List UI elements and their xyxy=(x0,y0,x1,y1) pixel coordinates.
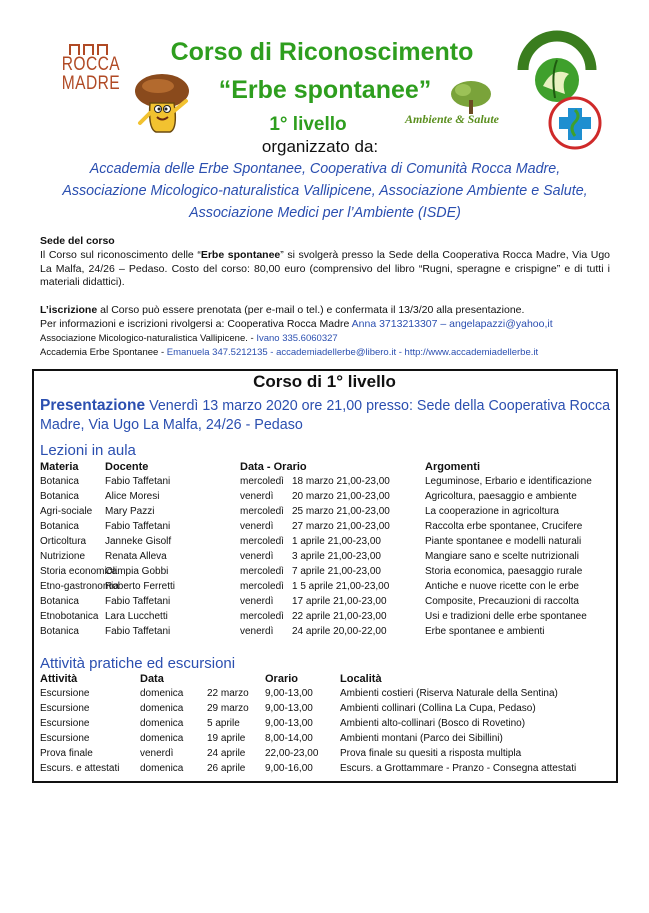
table-cell: Piante spontanee e modelli naturali xyxy=(425,536,582,547)
table-cell: 22 aprile 21,00-23,00 xyxy=(292,611,387,622)
table-cell: 9,00-13,00 xyxy=(265,718,313,729)
sede-heading: Sede del corso xyxy=(40,235,115,247)
table-cell: Escursione xyxy=(40,733,90,744)
table-cell: domenica xyxy=(140,688,184,699)
table-cell: Composite, Precauzioni di raccolta xyxy=(425,596,579,607)
contact-anna[interactable]: Anna 3713213307 – angelapazzi@yahoo,it xyxy=(351,318,553,330)
table-cell: 22,00-23,00 xyxy=(265,748,319,759)
accademia-line: Accademia Erbe Spontanee - Emanuela 347.5212135 - accademiadellerbe@libero.it - http://www.accademiadellerbe.it xyxy=(40,347,539,358)
table-row xyxy=(40,688,610,703)
table-cell: Prova finale su quesiti a risposta multipla xyxy=(340,748,522,759)
table-cell: Ambienti alto-collinari (Bosco di Rovetino) xyxy=(340,718,526,729)
iscrizione-line: L’iscrizione al Corso può essere prenotata (per e-mail o tel.) e confermata il 13/3/20 alla presentazione. xyxy=(40,304,525,316)
table-cell: 5 aprile xyxy=(207,718,240,729)
table-cell: 7 aprile 21,00-23,00 xyxy=(292,566,381,577)
table-cell: venerdì xyxy=(240,551,274,562)
table-cell: Storia economica xyxy=(40,566,118,577)
table-cell: 25 marzo 21,00-23,00 xyxy=(292,506,390,517)
table-cell: Orticoltura xyxy=(40,536,87,547)
logo-text-line2: MADRE xyxy=(61,73,121,94)
table-cell: domenica xyxy=(140,718,184,729)
table-cell: 1 aprile 21,00-23,00 xyxy=(292,536,381,547)
table-cell: Agri-sociale xyxy=(40,506,93,517)
table-cell: Erbe spontanee e ambienti xyxy=(425,626,545,637)
table-cell: venerdì xyxy=(140,748,174,759)
table-cell: Janneke Gisolf xyxy=(105,536,172,547)
table-cell: mercoledì xyxy=(240,581,284,592)
column-header: Data xyxy=(140,673,164,685)
title-line2: “Erbe spontanee” xyxy=(218,76,432,104)
table-cell: mercoledì xyxy=(240,476,284,487)
table-cell: 3 aprile 21,00-23,00 xyxy=(292,551,381,562)
table-cell: Fabio Taffetani xyxy=(105,476,171,487)
isde-logo-icon xyxy=(548,96,602,154)
organizer-line: Associazione Medici per l’Ambiente (ISDE) xyxy=(189,205,461,221)
table-row xyxy=(40,733,610,748)
table-cell: venerdì xyxy=(240,596,274,607)
table-cell: mercoledì xyxy=(240,506,284,517)
table-cell: venerdì xyxy=(240,491,274,502)
title-line3: 1° livello xyxy=(269,114,347,135)
table-row xyxy=(40,626,610,641)
table-cell: Escursione xyxy=(40,688,90,699)
table-cell: 17 aprile 21,00-23,00 xyxy=(292,596,387,607)
table-cell: Ambienti costieri (Riserva Naturale della Sentina) xyxy=(340,688,558,699)
table-cell: Mary Pazzi xyxy=(105,506,155,517)
table-row xyxy=(40,748,610,763)
column-header: Orario xyxy=(265,673,299,685)
table-cell: Escursione xyxy=(40,703,90,714)
sede-paragraph: Il Corso sul riconoscimento delle “Erbe spontanee” si svolgerà presso la Sede della Cooperativa Rocca Madre, Via Ugo La Malfa, 24/26 – Pedaso. Costo del corso: 80,00 euro (comprensivo del libro “Rugni, speragne e crispigne” e di tutti i materiali didattici). xyxy=(40,249,611,288)
table-cell: 9,00-16,00 xyxy=(265,763,313,774)
table-cell: 18 marzo 21,00-23,00 xyxy=(292,476,390,487)
table-cell: 9,00-13,00 xyxy=(265,703,313,714)
organizer-line: Accademia delle Erbe Spontanee, Cooperativa di Comunità Rocca Madre, xyxy=(89,161,561,177)
table-cell: venerdì xyxy=(240,626,274,637)
table-cell: Antiche e nuove ricette con le erbe xyxy=(425,581,579,592)
table-cell: mercoledì xyxy=(240,566,284,577)
table-cell: Usi e tradizioni delle erbe spontanee xyxy=(425,611,587,622)
table-row xyxy=(40,506,610,521)
table-cell: Botanica xyxy=(40,596,79,607)
table-cell: 1 5 aprile 21,00-23,00 xyxy=(292,581,390,592)
ambiente-salute-text: Ambiente & Salute xyxy=(405,112,500,126)
mushroom-mascot-icon xyxy=(132,71,194,135)
table-cell: 20 marzo 21,00-23,00 xyxy=(292,491,390,502)
lessons-heading: Lezioni in aula xyxy=(40,442,136,459)
table-cell: Escurs. e attestati xyxy=(40,763,120,774)
column-header: Località xyxy=(340,673,382,685)
course-title: Corso di 1° livello xyxy=(253,372,396,391)
table-cell: 24 aprile xyxy=(207,748,246,759)
table-row xyxy=(40,536,610,551)
table-cell: Fabio Taffetani xyxy=(105,521,171,532)
table-header xyxy=(40,673,610,688)
table-cell: 27 marzo 21,00-23,00 xyxy=(292,521,390,532)
table-cell: Botanica xyxy=(40,491,79,502)
column-header: Docente xyxy=(105,461,149,473)
presentation: Presentazione Venerdì 13 marzo 2020 ore 21,00 presso: Sede della Cooperativa Rocca Madre, Via Ugo La Malfa, 24/26 - Pedaso xyxy=(40,397,611,433)
table-cell: Storia economica, paesaggio rurale xyxy=(425,566,583,577)
table-row xyxy=(40,703,610,718)
table-cell: 29 marzo xyxy=(207,703,249,714)
table-cell: domenica xyxy=(140,703,184,714)
table-row xyxy=(40,718,610,733)
table-cell: Alice Moresi xyxy=(105,491,160,502)
table-cell: Fabio Taffetani xyxy=(105,596,171,607)
ambiente-salute-logo xyxy=(405,78,503,138)
table-cell: Raccolta erbe spontanee, Crucifere xyxy=(425,521,583,532)
activities-table xyxy=(40,673,610,778)
table-cell: Lara Lucchetti xyxy=(105,611,168,622)
table-cell: Botanica xyxy=(40,626,79,637)
table-cell: 24 aprile 20,00-22,00 xyxy=(292,626,387,637)
table-cell: Botanica xyxy=(40,476,79,487)
activities-heading: Attività pratiche ed escursioni xyxy=(40,655,236,672)
table-row xyxy=(40,521,610,536)
table-cell: Mangiare sano e scelte nutrizionali xyxy=(425,551,579,562)
table-cell: Olimpia Gobbi xyxy=(105,566,169,577)
table-cell: Roberto Ferretti xyxy=(105,581,176,592)
table-cell: Ambienti collinari (Collina La Cupa, Pedaso) xyxy=(340,703,536,714)
table-cell: domenica xyxy=(140,733,184,744)
table-row xyxy=(40,581,610,596)
table-cell: Escursione xyxy=(40,718,90,729)
organized-by: organizzato da: xyxy=(261,137,379,156)
rocca-madre-logo xyxy=(56,44,120,106)
table-cell: Etnobotanica xyxy=(40,611,99,622)
table-cell: Renata Alleva xyxy=(105,551,167,562)
table-row xyxy=(40,611,610,626)
table-cell: 9,00-13,00 xyxy=(265,688,313,699)
info-line: Per informazioni e iscrizioni rivolgersi a: Cooperativa Rocca Madre Anna 3713213307 – angelapazzi@yahoo,it xyxy=(40,318,553,330)
table-cell: Agricoltura, paesaggio e ambiente xyxy=(425,491,577,502)
table-cell: Nutrizione xyxy=(40,551,86,562)
table-cell: venerdì xyxy=(240,521,274,532)
contact-ivano[interactable]: Ivano 335.6060327 xyxy=(256,333,338,344)
logo-text-line1: ROCCA xyxy=(61,54,121,75)
table-cell: mercoledì xyxy=(240,536,284,547)
title-line1: Corso di Riconoscimento xyxy=(170,38,474,66)
table-cell: 22 marzo xyxy=(207,688,249,699)
table-row xyxy=(40,551,610,566)
table-cell: Etno-gastronomia xyxy=(40,581,119,592)
table-cell: 26 aprile xyxy=(207,763,246,774)
table-cell: 19 aprile xyxy=(207,733,246,744)
table-cell: Prova finale xyxy=(40,748,93,759)
table-cell: Leguminose, Erbario e identificazione xyxy=(425,476,592,487)
organizers-list xyxy=(40,158,610,224)
tree-icon xyxy=(449,80,493,116)
table-row xyxy=(40,596,610,611)
organizer-line: Associazione Micologico-naturalistica Vallipicene, Associazione Ambiente e Salute, xyxy=(62,183,588,199)
contact-emanuela[interactable]: Emanuela 347.5212135 - accademiadellerbe@libero.it - http://www.accademiadellerbe.it xyxy=(166,347,539,358)
table-cell: 8,00-14,00 xyxy=(265,733,313,744)
table-cell: domenica xyxy=(140,763,184,774)
table-header xyxy=(40,461,610,476)
table-cell: mercoledì xyxy=(240,611,284,622)
column-header: Argomenti xyxy=(425,461,480,473)
table-cell: Botanica xyxy=(40,521,79,532)
column-header: Materia xyxy=(40,461,79,473)
table-cell: Fabio Taffetani xyxy=(105,626,171,637)
table-cell: La cooperazione in agricoltura xyxy=(425,506,559,517)
table-cell: Escurs. a Grottammare - Pranzo - Consegna attestati xyxy=(340,763,577,774)
table-row xyxy=(40,476,610,491)
vallipicene-line: Associazione Micologico-naturalistica Vallipicene. - Ivano 335.6060327 xyxy=(40,333,338,344)
table-row xyxy=(40,566,610,581)
column-header: Data - Orario xyxy=(240,461,307,473)
table-row xyxy=(40,491,610,506)
table-row xyxy=(40,763,610,778)
table-cell: Ambienti montani (Parco dei Sibillini) xyxy=(340,733,503,744)
column-header: Attività xyxy=(40,673,78,685)
lessons-table xyxy=(40,461,610,641)
